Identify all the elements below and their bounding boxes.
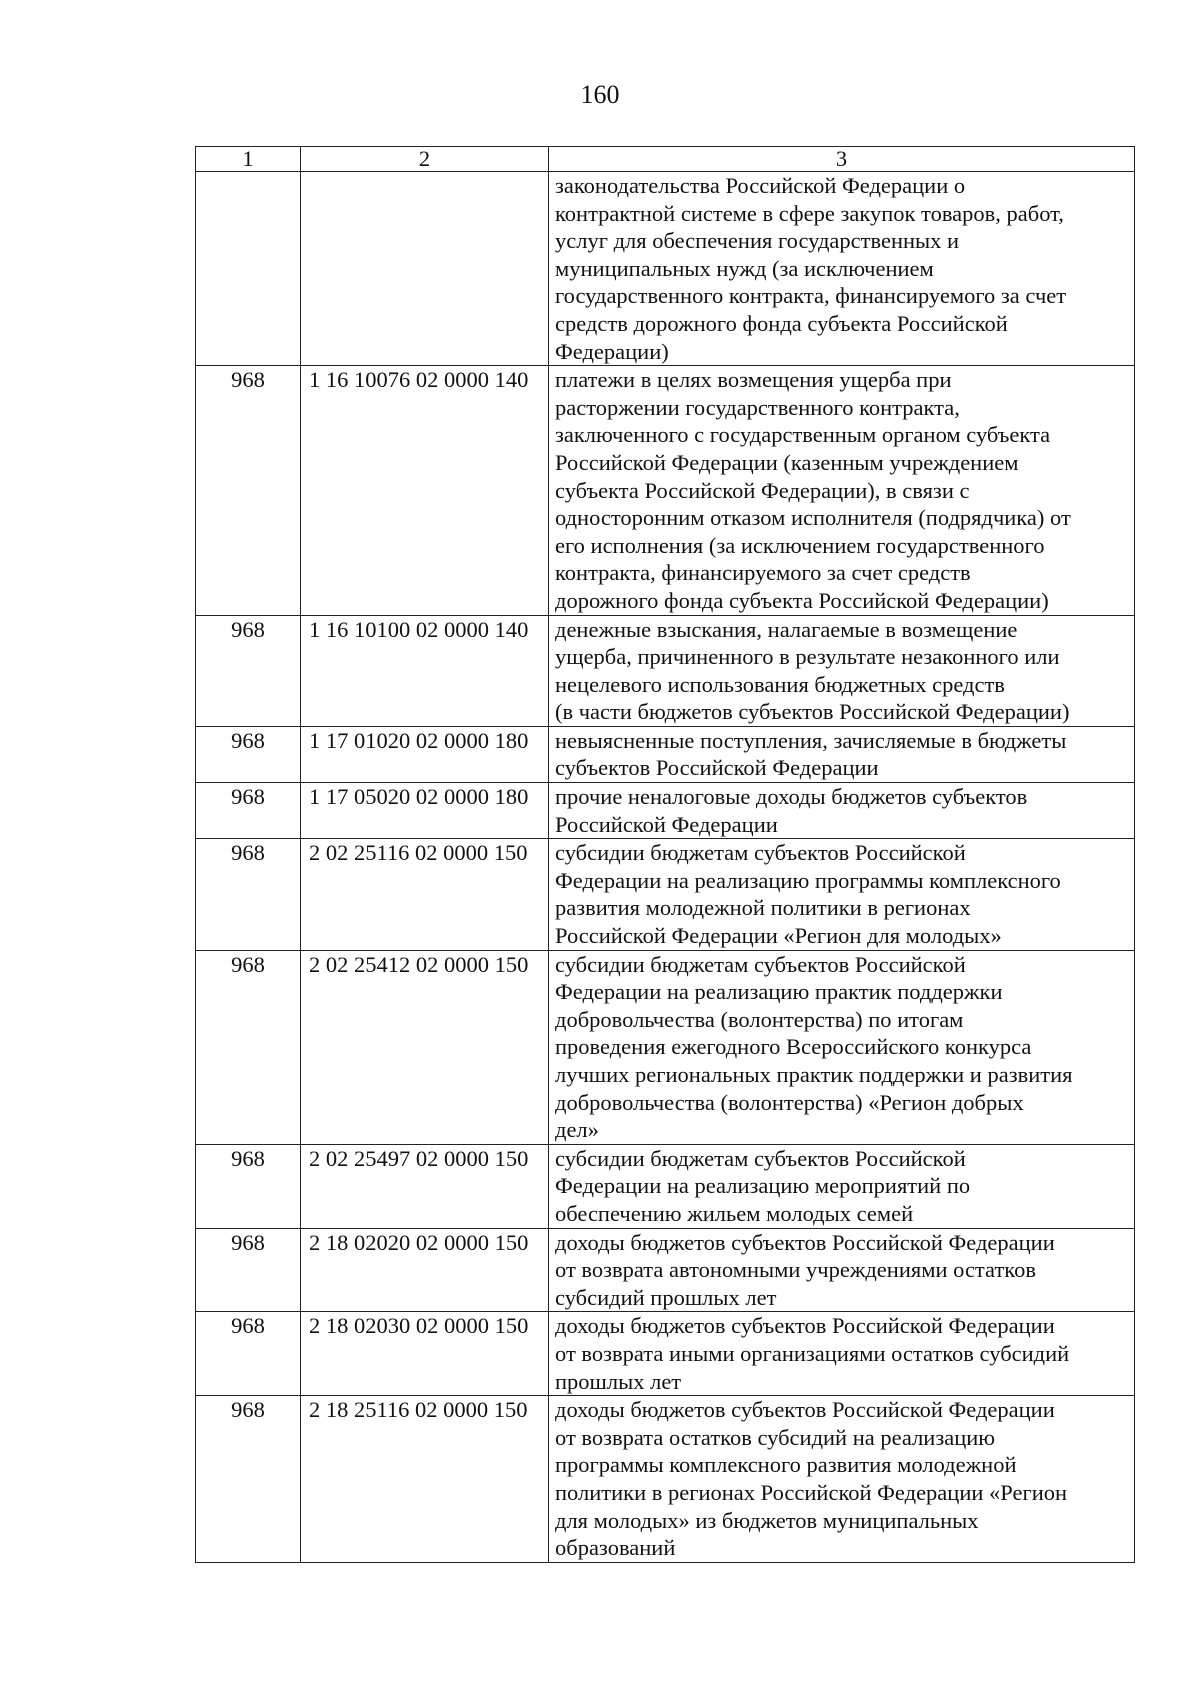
- budget-code-cell: 1 16 10100 02 0000 140: [301, 615, 549, 726]
- description-line: субсидии бюджетам субъектов Российской: [555, 1145, 966, 1171]
- description-line: субъектов Российской Федерации: [555, 755, 879, 781]
- admin-code-cell: 968: [196, 783, 301, 839]
- description-line: от возврата автономными учреждениями остатков: [555, 1257, 1036, 1283]
- admin-code-cell: 968: [196, 1396, 301, 1563]
- table-row: [196, 172, 1135, 366]
- description-line: средств дорожного фонда субъекта Российской: [555, 310, 1008, 336]
- column-header-2: 2: [301, 147, 549, 172]
- budget-code-cell: 2 18 02030 02 0000 150: [301, 1312, 549, 1396]
- table-row: [196, 950, 1135, 1144]
- column-header-1: 1: [196, 147, 301, 172]
- admin-code-cell: 968: [196, 1312, 301, 1396]
- table-row: [196, 1312, 1135, 1396]
- description-line: для молодых» из бюджетов муниципальных: [555, 1507, 979, 1533]
- description-line: субсидии бюджетам субъектов Российской: [555, 840, 966, 866]
- description-line: государственного контракта, финансируемого за счет: [555, 283, 1067, 309]
- description-line: контракта, финансируемого за счет средств: [555, 560, 971, 586]
- admin-code-cell: 968: [196, 839, 301, 950]
- description-line: Российской Федерации «Регион для молодых»: [555, 923, 1002, 949]
- budget-code-cell: 2 02 25116 02 0000 150: [301, 839, 549, 950]
- admin-code-cell: 968: [196, 615, 301, 726]
- budget-code-cell: [301, 172, 549, 366]
- description-line: субъекта Российской Федерации), в связи с: [555, 477, 970, 503]
- description-cell: [549, 726, 1135, 782]
- table-row: [196, 783, 1135, 839]
- page-number: 160: [580, 80, 620, 109]
- description-line: доходы бюджетов субъектов Российской Федерации: [555, 1229, 1055, 1255]
- table-row: [196, 1144, 1135, 1228]
- table-row: [196, 1228, 1135, 1312]
- budget-codes-table: [195, 146, 1135, 1563]
- description-cell: [549, 950, 1135, 1144]
- description-line: Федерации на реализацию программы комплексного: [555, 867, 1061, 893]
- description-line: дорожного фонда субъекта Российской Федерации): [555, 587, 1049, 613]
- admin-code-cell: 968: [196, 1144, 301, 1228]
- admin-code-cell: 968: [196, 950, 301, 1144]
- table-body: [196, 172, 1135, 1563]
- description-line: Федерации на реализацию мероприятий по: [555, 1173, 971, 1199]
- table-row: [196, 1396, 1135, 1563]
- table-row: [196, 839, 1135, 950]
- description-line: (в части бюджетов субъектов Российской Федерации): [555, 699, 1070, 725]
- description-line: контрактной системе в сфере закупок товаров, работ,: [555, 200, 1064, 226]
- description-line: односторонним отказом исполнителя (подрядчика) от: [555, 505, 1071, 531]
- description-line: от возврата остатков субсидий на реализацию: [555, 1424, 996, 1450]
- description-line: доходы бюджетов субъектов Российской Федерации: [555, 1397, 1055, 1423]
- table-row: [196, 726, 1135, 782]
- description-line: добровольчества (волонтерства) по итогам: [555, 1006, 964, 1032]
- description-line: от возврата иными организациями остатков субсидий: [555, 1340, 1070, 1366]
- description-line: невыясненные поступления, зачисляемые в бюджеты: [555, 727, 1067, 753]
- description-line: программы комплексного развития молодежной: [555, 1452, 1017, 1478]
- admin-code-cell: [196, 172, 301, 366]
- description-line: Федерации на реализацию практик поддержки: [555, 979, 1003, 1005]
- description-line: образований: [555, 1535, 676, 1561]
- description-line: Российской Федерации: [555, 811, 778, 837]
- description-line: муниципальных нужд (за исключением: [555, 255, 934, 281]
- description-cell: [549, 839, 1135, 950]
- description-line: проведения ежегодного Всероссийского конкурса: [555, 1034, 1032, 1060]
- budget-code-cell: 1 17 05020 02 0000 180: [301, 783, 549, 839]
- description-line: развития молодежной политики в регионах: [555, 895, 971, 921]
- description-line: ущерба, причиненного в результате незаконного или: [555, 644, 1060, 670]
- description-line: расторжении государственного контракта,: [555, 394, 960, 420]
- table-header-row: [196, 147, 1135, 172]
- description-line: субсидии бюджетам субъектов Российской: [555, 951, 966, 977]
- column-header-3: 3: [549, 147, 1135, 172]
- description-line: прошлых лет: [555, 1368, 682, 1394]
- description-line: законодательства Российской Федерации о: [555, 173, 966, 198]
- description-line: денежные взыскания, налагаемые в возмещение: [555, 616, 1018, 642]
- description-line: нецелевого использования бюджетных средств: [555, 671, 1005, 697]
- description-line: платежи в целях возмещения ущерба при: [555, 367, 952, 393]
- description-cell: [549, 172, 1135, 366]
- description-cell: [549, 783, 1135, 839]
- description-line: дел»: [555, 1117, 599, 1143]
- table-row: [196, 366, 1135, 615]
- admin-code-cell: 968: [196, 366, 301, 615]
- budget-code-cell: 2 02 25412 02 0000 150: [301, 950, 549, 1144]
- budget-code-cell: 2 18 25116 02 0000 150: [301, 1396, 549, 1563]
- admin-code-cell: 968: [196, 726, 301, 782]
- description-line: субсидий прошлых лет: [555, 1284, 777, 1310]
- budget-code-cell: 1 16 10076 02 0000 140: [301, 366, 549, 615]
- description-line: Российской Федерации (казенным учреждением: [555, 449, 1019, 475]
- description-line: доходы бюджетов субъектов Российской Федерации: [555, 1313, 1055, 1339]
- description-line: Федерации): [555, 338, 669, 364]
- description-cell: [549, 1312, 1135, 1396]
- budget-code-cell: 2 02 25497 02 0000 150: [301, 1144, 549, 1228]
- description-line: прочие неналоговые доходы бюджетов субъектов: [555, 784, 1028, 810]
- description-line: лучших региональных практик поддержки и развития: [555, 1062, 1073, 1087]
- budget-code-cell: 2 18 02020 02 0000 150: [301, 1228, 549, 1312]
- description-line: заключенного с государственным органом субъекта: [555, 422, 1051, 448]
- description-line: политики в регионах Российской Федерации «Регион: [555, 1479, 1068, 1505]
- budget-code-cell: 1 17 01020 02 0000 180: [301, 726, 549, 782]
- description-cell: [549, 1144, 1135, 1228]
- description-cell: [549, 1228, 1135, 1312]
- description-cell: [549, 615, 1135, 726]
- description-cell: [549, 1396, 1135, 1563]
- description-line: его исполнения (за исключением государственного: [555, 532, 1045, 558]
- admin-code-cell: 968: [196, 1228, 301, 1312]
- description-cell: [549, 366, 1135, 615]
- table-row: [196, 615, 1135, 726]
- description-line: услуг для обеспечения государственных и: [555, 228, 960, 254]
- description-line: добровольчества (волонтерства) «Регион добрых: [555, 1089, 1024, 1115]
- description-line: обеспечению жильем молодых семей: [555, 1200, 914, 1226]
